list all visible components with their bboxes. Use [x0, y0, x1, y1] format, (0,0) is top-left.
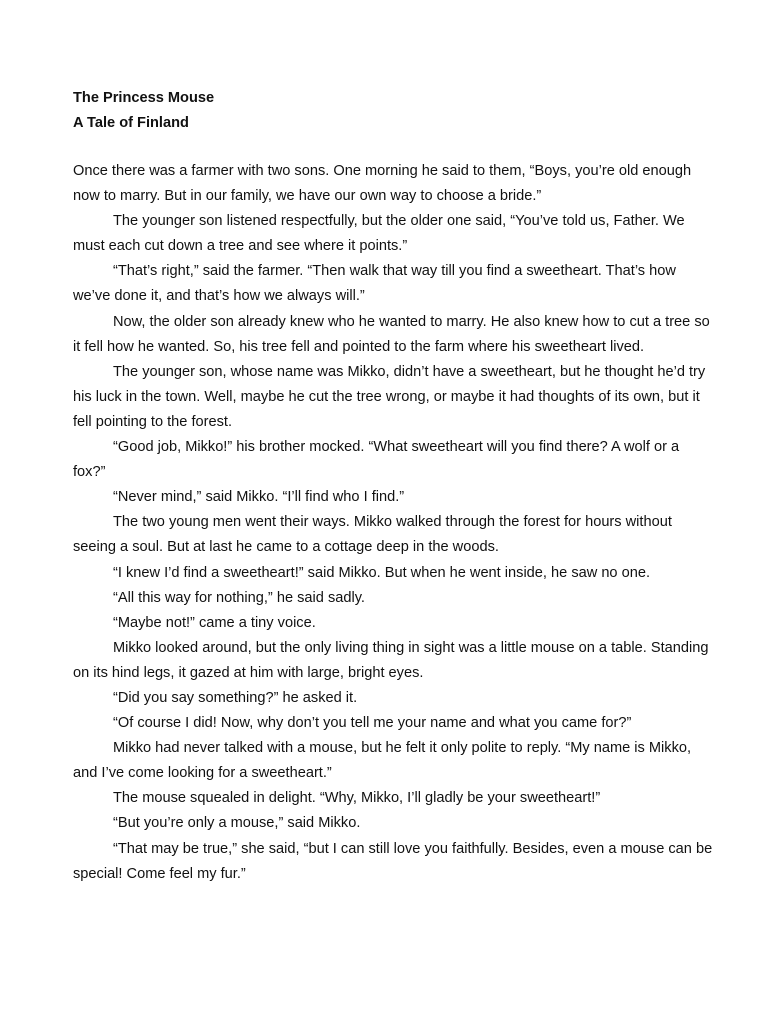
paragraph: The younger son, whose name was Mikko, didn’t have a sweetheart, but he thought he’d try his luck in the town. Well, maybe he cut the tree wrong, or maybe it had thoughts of its own, but it fell pointing to the forest. [73, 363, 706, 430]
paragraph: Mikko looked around, but the only living thing in sight was a little mouse on a table. Standing on its hind legs, it gazed at him with large, bright eyes. [73, 639, 709, 681]
paragraph: “Maybe not!” came a tiny voice. [113, 614, 316, 631]
paragraph: “Of course I did! Now, why don’t you tell me your name and what you came for?” [113, 715, 632, 732]
paragraph: “That’s right,” said the farmer. “Then walk that way till you find a sweetheart. That’s how we’ve done it, and that’s how we always will.” [73, 263, 676, 305]
paragraph: “All this way for nothing,” he said sadly. [113, 589, 365, 606]
paragraph: “That may be true,” she said, “but I can still love you faithfully. Besides, even a mouse can be special! Come feel my fur.” [73, 840, 713, 882]
paragraph: “Good job, Mikko!” his brother mocked. “What sweetheart will you find there? A wolf or a fox?” [73, 439, 680, 481]
paragraph: “But you’re only a mouse,” said Mikko. [113, 815, 361, 832]
paragraph: The younger son listened respectfully, but the older one said, “You’ve told us, Father. We must each cut down a tree and see where it points.” [73, 213, 685, 255]
paragraph: Mikko had never talked with a mouse, but he felt it only polite to reply. “My name is Mikko, and I’ve come looking for a sweetheart.” [73, 740, 692, 782]
paragraph: “Did you say something?” he asked it. [113, 689, 358, 706]
story-body [73, 159, 713, 887]
title-block [73, 86, 693, 136]
document-subtitle: A Tale of Finland [73, 115, 189, 131]
paragraph: “I knew I’d find a sweetheart!” said Mikko. But when he went inside, he saw no one. [113, 564, 651, 581]
document-title: The Princess Mouse [73, 90, 215, 106]
paragraph: “Never mind,” said Mikko. “I’ll find who I find.” [113, 489, 405, 506]
paragraph: Once there was a farmer with two sons. One morning he said to them, “Boys, you’re old enough now to marry. But in our family, we have our own way to choose a bride.” [73, 163, 692, 205]
paragraph: The mouse squealed in delight. “Why, Mikko, I’ll gladly be your sweetheart!” [113, 790, 601, 807]
paragraph: The two young men went their ways. Mikko walked through the forest for hours without seeing a soul. But at last he came to a cottage deep in the woods. [73, 514, 672, 556]
paragraph: Now, the older son already knew who he wanted to marry. He also knew how to cut a tree so it fell how he wanted. So, his tree fell and pointed to the farm where his sweetheart lived. [73, 313, 710, 355]
